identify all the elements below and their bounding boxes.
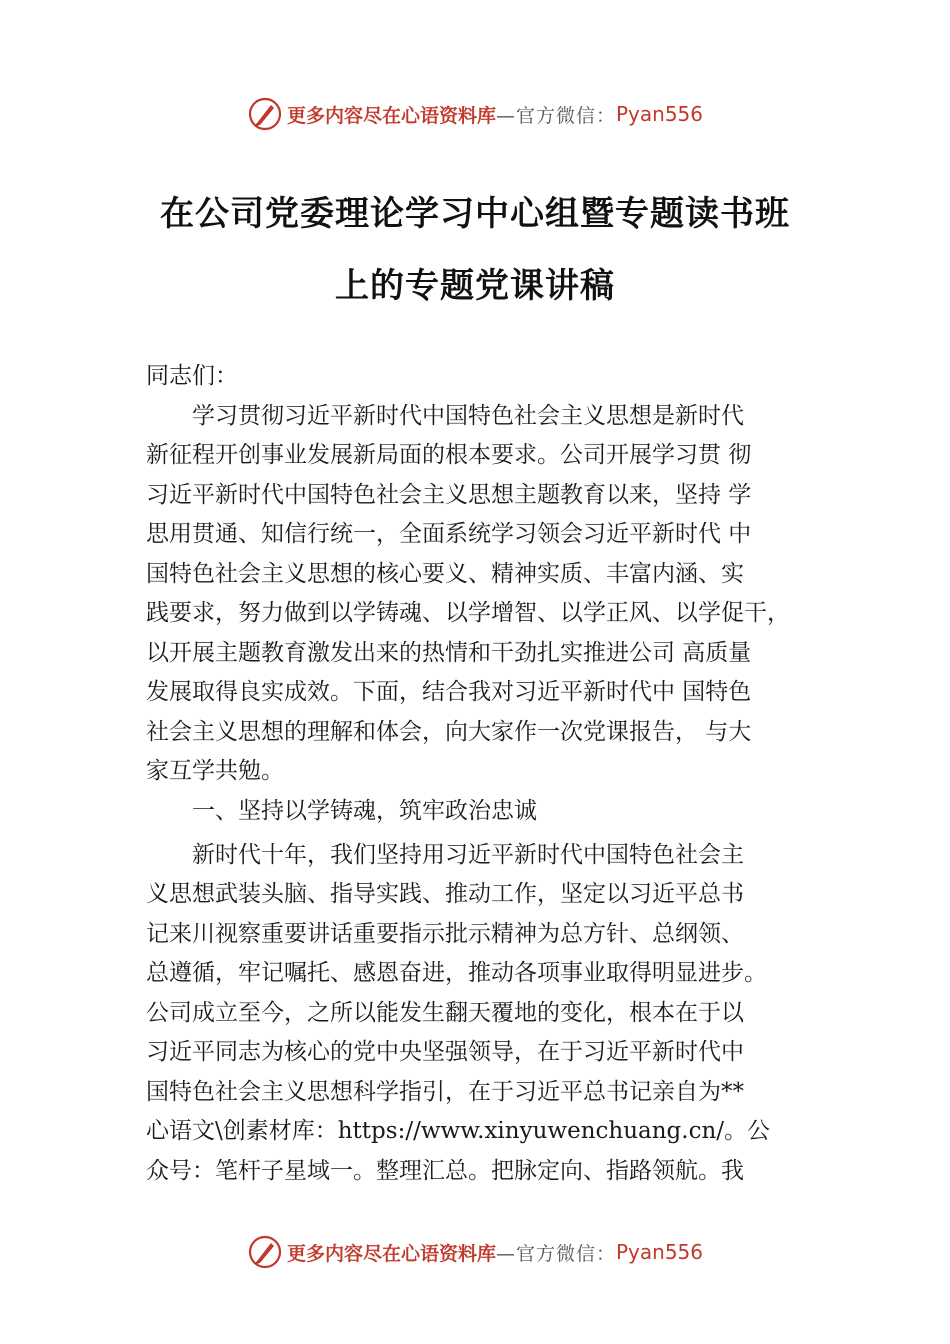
- header-watermark: [0, 94, 950, 134]
- document-title-line-1: 在公司党委理论学习中心组暨专题读书班: [160, 194, 790, 234]
- body-line: 新时代十年，我们坚持用习近平新时代中国特色社会主: [146, 842, 744, 868]
- body-line: 发展取得良实成效。下面，结合我对习近平新时代中 国特色: [146, 679, 752, 705]
- body-line: 学习贯彻习近平新时代中国特色社会主义思想是新时代: [146, 403, 744, 429]
- body-line: 以开展主题教育激发出来的热情和干劲扎实推进公司 高质量: [146, 640, 752, 666]
- watermark-wechat-label: —官方微信：: [495, 1242, 616, 1265]
- body-line: 社会主义思想的理解和体会，向大家作一次党课报告， 与大: [146, 719, 752, 745]
- body-line: 国特色社会主义思想科学指引，在于习近平总书记亲自为**: [146, 1079, 744, 1105]
- document-title-line-2: 上的专题党课讲稿: [335, 266, 615, 306]
- watermark-wechat-id: Pyan556: [616, 1240, 704, 1264]
- watermark-site-text: 更多内容尽在心语资料库: [286, 1242, 496, 1265]
- body-line: 家互学共勉。: [146, 758, 284, 784]
- body-line: 习近平新时代中国特色社会主义思想主题教育以来，坚持 学: [146, 482, 752, 508]
- body-line: 习近平同志为核心的党中央坚强领导，在于习近平新时代中: [146, 1039, 744, 1065]
- section-heading: 一、坚持以学铸魂，筑牢政治忠诚: [146, 798, 537, 824]
- body-line: 思用贯通、知信行统一，全面系统学习领会习近平新时代 中: [146, 521, 752, 547]
- body-line: 心语文\创素材库：https://www.xinyuwenchuang.cn/。公: [146, 1118, 771, 1144]
- body-line: 记来川视察重要讲话重要指示批示精神为总方针、总纲领、: [146, 921, 744, 947]
- body-line: 国特色社会主义思想的核心要义、精神实质、丰富内涵、实: [146, 561, 744, 587]
- body-line: 新征程开创事业发展新局面的根本要求。公司开展学习贯 彻: [146, 442, 752, 468]
- footer-watermark: [0, 1232, 950, 1272]
- body-line: 总遵循，牢记嘱托、感恩奋进，推动各项事业取得明显进步。: [146, 960, 767, 986]
- watermark-site-text: 更多内容尽在心语资料库: [286, 104, 496, 127]
- pen-logo-icon: [247, 96, 283, 132]
- watermark-wechat-id: Pyan556: [616, 102, 704, 126]
- pen-logo-icon: [247, 1234, 283, 1270]
- body-line: 众号：笔杆子星域一。整理汇总。把脉定向、指路领航。我: [146, 1158, 744, 1184]
- watermark-wechat-label: —官方微信：: [495, 104, 616, 127]
- body-line: 义思想武装头脑、指导实践、推动工作，坚定以习近平总书: [146, 881, 744, 907]
- body-line: 践要求，努力做到以学铸魂、以学增智、以学正风、以学促干，: [146, 600, 790, 626]
- body-line: 公司成立至今，之所以能发生翻天覆地的变化，根本在于以: [146, 1000, 744, 1026]
- body-line: 同志们：: [146, 363, 238, 389]
